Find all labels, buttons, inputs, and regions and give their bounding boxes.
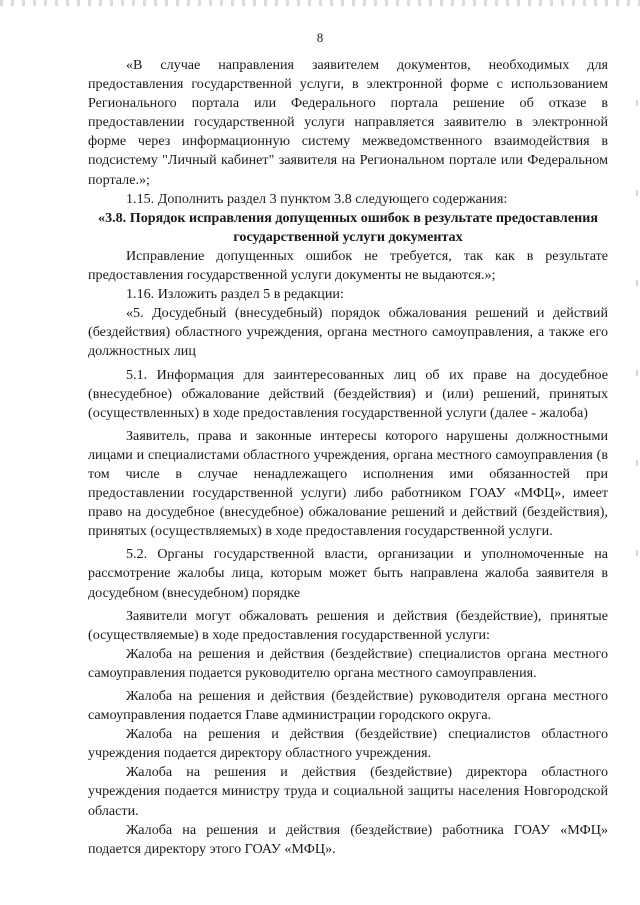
paragraph-error-correction: Исправление допущенных ошибок не требуется, так как в результате предоставления государственной услуги документы не выдаются.»; — [88, 247, 608, 284]
paragraph-complaint-local-specialists: Жалоба на решения и действия (бездействие) специалистов органа местного самоуправления подается руководителю органа местного самоуправления. — [88, 645, 608, 681]
paragraph-1-15: 1.15. Дополнить раздел 3 пунктом 3.8 следующего содержания: — [126, 190, 508, 207]
scan-edge-artifact — [0, 0, 640, 6]
paragraph-complaint-regional-director: Жалоба на решения и действия (бездействие) директора областного учреждения подается министру труда и социальной защиты населения Новгородской области. — [88, 764, 608, 819]
paragraph-mfc-electronic-refusal: «В случае направления заявителем документов, необходимых для предоставления государственной услуги, в электронной форме с использованием Регионального портала или Федерального портала решение об отказе в предоставлении государственной услуги направляется заявителю в электронной форме через информационную систему межведомственного взаимодействия в подсистему "Личный кабинет" заявителя на Региональном портале или Федеральном портале.»; — [88, 57, 608, 188]
paragraph-applicants-may-appeal: Заявители могут обжаловать решения и действия (бездействие), принятые (осуществляемые) в ходе предоставления государственной услуги: — [88, 607, 608, 643]
scan-margin-artifact — [636, 100, 638, 620]
heading-3-8: «3.8. Порядок исправления допущенных ошибок в результате предоставления государственной услуги документах — [98, 209, 598, 245]
document-body — [88, 56, 608, 859]
paragraph-5-2: 5.2. Органы государственной власти, организации и уполномоченные на рассмотрение жалобы лица, которым может быть направлена жалоба заявителя в досудебном (внесудебном) порядке — [88, 546, 608, 601]
paragraph-1-16: 1.16. Изложить раздел 5 в редакции: — [126, 286, 344, 303]
paragraph-complaint-local-head: Жалоба на решения и действия (бездействие) руководителя органа местного самоуправления подается Главе администрации городского округа. — [88, 688, 608, 724]
paragraph-section-5-title: «5. Досудебный (внесудебный) порядок обжалования решений и действий (бездействия) областного учреждения, органа местного самоуправления, а также его должностных лиц — [88, 305, 608, 360]
paragraph-5-1: 5.1. Информация для заинтересованных лиц об их праве на досудебное (внесудебное) обжалование действий (бездействия) и (или) решений, принятых (осуществленных) в ходе предоставления государственной услуги (далее - жалоба) — [88, 366, 608, 421]
page-number: 8 — [316, 30, 324, 45]
paragraph-applicant-rights: Заявитель, права и законные интересы которого нарушены должностными лицами и специалистами областного учреждения, органа местного самоуправления (в том числе в случае ненадлежащего исполнения ими обязанностей при предоставлении государственной услуги) либо работником ГОАУ «МФЦ», имеет право на досудебное (внесудебное) обжалование решений и действий (бездействия), принятых (осуществляемых) в ходе предоставления государственной услуги. — [88, 427, 608, 540]
paragraph-complaint-regional-specialists: Жалоба на решения и действия (бездействие) специалистов областного учреждения подается директору областного учреждения. — [88, 726, 608, 762]
paragraph-complaint-mfc: Жалоба на решения и действия (бездействие) работника ГОАУ «МФЦ» подается директору этого ГОАУ «МФЦ». — [88, 821, 608, 857]
